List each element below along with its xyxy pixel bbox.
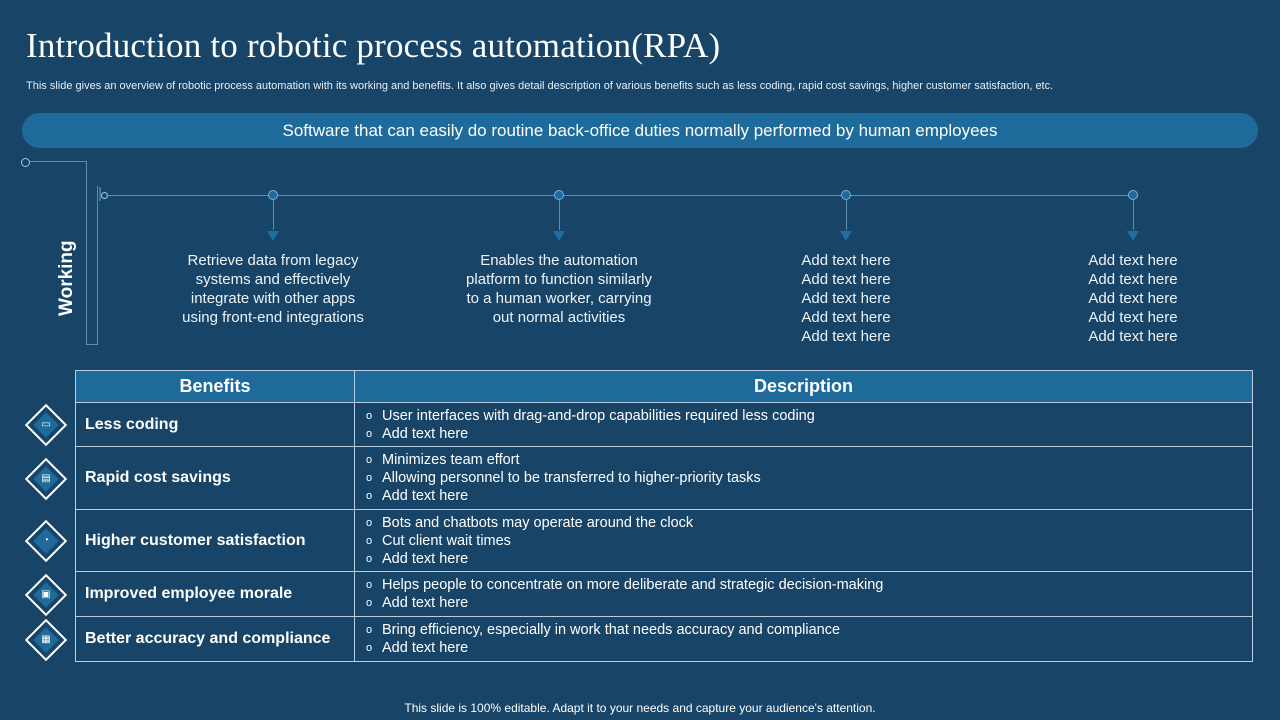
benefit-name: Higher customer satisfaction <box>76 510 355 572</box>
working-step-line: Add text here <box>801 252 891 269</box>
working-step-text <box>736 251 956 346</box>
column-header-benefits: Benefits <box>76 371 355 403</box>
list-item <box>366 576 1252 594</box>
benefit-description <box>355 572 1253 617</box>
list-item <box>366 621 1252 639</box>
definition-banner <box>22 113 1258 148</box>
list-item <box>366 514 1252 532</box>
benefit-name: Rapid cost savings <box>76 447 355 510</box>
list-item <box>366 451 1252 469</box>
table-row <box>76 510 1253 572</box>
connector-line <box>97 186 98 345</box>
table-row <box>76 572 1253 617</box>
list-item-text: Add text here <box>382 425 469 442</box>
list-item <box>366 469 1252 487</box>
working-step-line: Add text here <box>1088 271 1178 288</box>
list-item-text: Add text here <box>382 550 469 567</box>
arrow-down-icon <box>267 231 279 241</box>
connector-line <box>30 161 87 162</box>
working-step-text <box>1023 251 1243 346</box>
working-step-line: Add text here <box>1088 328 1178 345</box>
list-item <box>366 550 1252 568</box>
bullet-icon: o <box>366 534 373 547</box>
id-card-icon <box>25 574 67 616</box>
page-title: Introduction to robotic process automation(RPA) <box>26 26 721 65</box>
benefit-description <box>355 447 1253 510</box>
table-row <box>76 447 1253 510</box>
working-step-line: integrate with other apps <box>190 290 356 307</box>
working-step-line: Add text here <box>801 290 891 307</box>
timeline-node <box>841 190 851 200</box>
column-header-description: Description <box>355 371 1253 403</box>
list-item <box>366 425 1252 443</box>
arrow-down-icon <box>1127 231 1139 241</box>
list-item-text: Add text here <box>382 640 469 656</box>
bullet-icon: o <box>366 642 373 654</box>
icon-badge <box>33 466 58 491</box>
banner-text: Software that can easily do routine back-office duties normally performed by human employees <box>282 120 998 140</box>
icon-glyph: ▦ <box>41 634 51 645</box>
working-step-line: systems and effectively <box>195 271 351 288</box>
money-hand-icon <box>25 458 67 500</box>
working-step-text <box>163 251 383 327</box>
monitor-icon <box>25 404 67 446</box>
bullet-icon: o <box>366 597 373 609</box>
list-item-text: Bots and chatbots may operate around the clock <box>382 514 694 531</box>
bullet-icon: o <box>366 454 373 466</box>
working-step-line: to a human worker, carrying <box>466 290 652 307</box>
list-item-text: Add text here <box>382 595 469 611</box>
list-item <box>366 594 1252 612</box>
working-step-line: Add text here <box>801 271 891 288</box>
working-step-line: platform to function similarly <box>466 271 652 288</box>
benefit-name: Better accuracy and compliance <box>76 617 355 662</box>
bullet-icon: o <box>366 552 373 565</box>
working-step-line: Add text here <box>1088 309 1178 326</box>
bullet-icon: o <box>366 579 373 591</box>
table-row <box>76 617 1253 662</box>
list-item <box>366 407 1252 425</box>
working-step-line: Add text here <box>1088 290 1178 307</box>
working-step-line: using front-end integrations <box>182 309 364 326</box>
list-item-text: Bring efficiency, especially in work that needs accuracy and compliance <box>382 622 841 638</box>
working-step-line: Add text here <box>801 309 891 326</box>
bullet-icon: o <box>366 516 373 529</box>
calculator-icon <box>25 619 67 661</box>
list-item-text: Allowing personnel to be transferred to higher-priority tasks <box>382 470 761 486</box>
benefits-table <box>75 370 1253 662</box>
bullet-icon: o <box>366 409 373 422</box>
icon-glyph: ◔ <box>42 535 50 546</box>
list-item-text: Helps people to concentrate on more deliberate and strategic decision-making <box>382 577 884 593</box>
connector-dot <box>21 158 30 167</box>
connector-line <box>86 161 87 345</box>
working-label: Working <box>56 240 77 316</box>
working-step-text <box>449 251 669 327</box>
icon-glyph: ▣ <box>41 589 51 600</box>
list-item <box>366 532 1252 550</box>
bullet-icon: o <box>366 490 373 502</box>
benefit-description <box>355 617 1253 662</box>
timeline-stem <box>846 200 847 230</box>
arrow-down-icon <box>553 231 565 241</box>
timeline-node <box>268 190 278 200</box>
list-item-text: User interfaces with drag-and-drop capabilities required less coding <box>382 407 815 424</box>
icon-glyph: ▭ <box>41 419 51 430</box>
bullet-icon: o <box>366 624 373 636</box>
working-step-line: Retrieve data from legacy <box>187 252 359 269</box>
benefit-description <box>355 403 1253 447</box>
working-step-line: out normal activities <box>492 309 626 326</box>
satisfaction-gauge-icon <box>25 520 67 562</box>
list-item <box>366 487 1252 505</box>
icon-glyph: ▤ <box>41 473 51 484</box>
working-step-line: Enables the automation <box>480 252 638 269</box>
working-step-line: Add text here <box>1088 252 1178 269</box>
timeline-node <box>554 190 564 200</box>
list-item-text: Minimizes team effort <box>382 452 520 468</box>
benefit-description <box>355 510 1253 572</box>
list-item-text: Cut client wait times <box>382 532 511 549</box>
timeline-stem <box>559 200 560 230</box>
page-subtitle: This slide gives an overview of robotic process automation with its working and benefits. It also gives detail description of various benefits such as less coding, rapid cost savings, higher customer satisfaction, etc. <box>26 80 1054 92</box>
benefit-name: Improved employee morale <box>76 572 355 617</box>
arrow-down-icon <box>840 231 852 241</box>
list-item-text: Add text here <box>382 488 469 504</box>
table-row <box>76 403 1253 447</box>
icon-badge <box>33 627 58 652</box>
timeline-line <box>106 195 1136 196</box>
footer-note: This slide is 100% editable. Adapt it to your needs and capture your audience's attention. <box>404 701 876 715</box>
timeline-stem <box>273 200 274 230</box>
timeline-stem <box>1133 200 1134 230</box>
benefit-name: Less coding <box>76 403 355 447</box>
icon-badge <box>33 528 58 553</box>
bullet-icon: o <box>366 472 373 484</box>
working-step-line: Add text here <box>801 328 891 345</box>
list-item <box>366 639 1252 657</box>
table-header-row <box>76 371 1253 403</box>
timeline-node <box>1128 190 1138 200</box>
icon-badge <box>33 582 58 607</box>
bullet-icon: o <box>366 427 373 440</box>
icon-badge <box>33 412 58 437</box>
